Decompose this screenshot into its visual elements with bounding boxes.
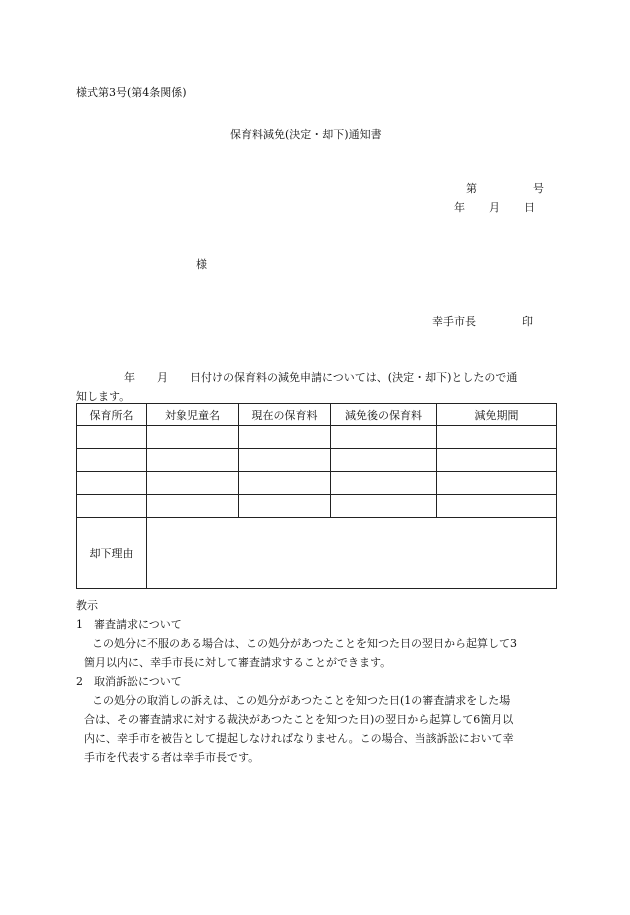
reduction-table <box>76 403 557 589</box>
header-nursery-name: 保育所名 <box>77 404 147 426</box>
date-year: 年 <box>454 201 465 214</box>
note-item-2-line: 内に、幸手市を被告として提起しなければなりません。この場合、当該訴訟において幸 <box>84 732 514 745</box>
date-line <box>454 199 535 215</box>
table-row <box>77 449 557 472</box>
header-reduced-fee: 減免後の保育料 <box>331 404 437 426</box>
table-cell[interactable] <box>147 426 239 449</box>
header-period: 減免期間 <box>437 404 557 426</box>
note-item-2-line: この処分の取消しの訴えは、この処分があつたことを知つた日(1の審査請求をした場 <box>92 694 511 707</box>
sender-name: 幸手市長 <box>432 315 476 328</box>
reason-field[interactable] <box>147 518 557 589</box>
number-suffix: 号 <box>533 182 544 195</box>
recipient-suffix: 様 <box>196 258 207 271</box>
note-item-2-line: 手市を代表する者は幸手市長です。 <box>84 751 260 764</box>
reason-label: 却下理由 <box>77 518 147 589</box>
table-cell[interactable] <box>437 449 557 472</box>
form-number: 様式第3号(第4条関係) <box>76 86 187 99</box>
note-item-1-line: この処分に不服のある場合は、この処分があつたことを知つた日の翌日から起算して3 <box>92 637 517 650</box>
header-child-name: 対象児童名 <box>147 404 239 426</box>
body-line-2: 知します。 <box>76 390 131 403</box>
note-item-1-title: 1 審査請求について <box>76 618 182 631</box>
table-cell[interactable] <box>239 472 331 495</box>
note-item-1-line: 箇月以内に、幸手市長に対して審査請求することができます。 <box>84 656 392 669</box>
table-cell[interactable] <box>77 449 147 472</box>
table-row <box>77 426 557 449</box>
table-cell[interactable] <box>239 426 331 449</box>
table-cell[interactable] <box>239 449 331 472</box>
sender-line <box>432 313 533 329</box>
table-cell[interactable] <box>331 495 437 518</box>
document-number-line <box>466 180 544 196</box>
note-item-2-line: 合は、その審査請求に対する裁決があつたことを知つた日)の翌日から起算して6箇月以 <box>84 713 514 726</box>
table-cell[interactable] <box>331 472 437 495</box>
table-header-row <box>77 404 557 426</box>
notice-body <box>76 368 552 406</box>
seal-mark: 印 <box>522 315 533 328</box>
body-line-1: 年 月 日付けの保育料の減免申請については、(決定・却下)としたので通 <box>124 371 518 384</box>
table-cell[interactable] <box>239 495 331 518</box>
instruction-notes <box>76 596 556 767</box>
table-cell[interactable] <box>331 449 437 472</box>
table-cell[interactable] <box>77 472 147 495</box>
table-cell[interactable] <box>147 495 239 518</box>
table-row <box>77 495 557 518</box>
reason-row <box>77 518 557 589</box>
notes-heading: 教示 <box>76 599 98 612</box>
header-current-fee: 現在の保育料 <box>239 404 331 426</box>
table-cell[interactable] <box>147 449 239 472</box>
table-cell[interactable] <box>437 495 557 518</box>
table-cell[interactable] <box>147 472 239 495</box>
table-cell[interactable] <box>331 426 437 449</box>
table-cell[interactable] <box>437 472 557 495</box>
note-item-2-title: 2 取消訴訟について <box>76 675 182 688</box>
table-cell[interactable] <box>437 426 557 449</box>
date-month: 月 <box>489 201 500 214</box>
table-cell[interactable] <box>77 495 147 518</box>
number-prefix: 第 <box>466 182 477 195</box>
document-title: 保育料減免(決定・却下)通知書 <box>230 128 382 141</box>
table-row <box>77 472 557 495</box>
date-day: 日 <box>524 201 535 214</box>
table-cell[interactable] <box>77 426 147 449</box>
